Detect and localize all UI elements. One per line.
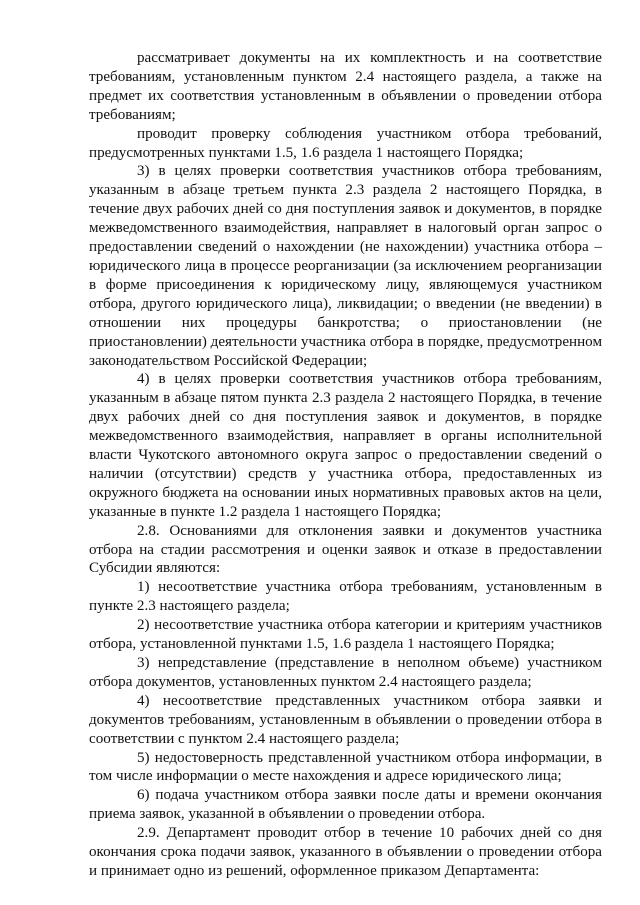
paragraph: 2.8. Основаниями для отклонения заявки и документов участника отбора на стадии рассмотрения и оценки заявок и отказе в предоставлении Субсидии являются:: [89, 522, 602, 577]
paragraph: 4) несоответствие представленных участником отбора заявки и документов требованиям, установленным в объявлении о проведении отбора в соответствии с пунктом 2.4 настоящего раздела;: [89, 692, 602, 747]
paragraph: 5) недостоверность представленной участником отбора информации, в том числе информации о месте нахождения и адресе юридического лица;: [89, 749, 602, 785]
paragraph: 1) несоответствие участника отбора требованиям, установленным в пункте 2.3 настоящего раздела;: [89, 579, 602, 615]
paragraph: проводит проверку соблюдения участником отбора требований, предусмотренных пунктами 1.5, 1.6 раздела 1 настоящего Порядка;: [89, 125, 602, 161]
paragraph: рассматривает документы на их комплектность и на соответствие требованиям, установленным пунктом 2.4 настоящего раздела, а также на предмет их соответствия установленным в объявлении о проведении отбора требованиям;: [89, 50, 602, 123]
paragraph: 3) непредставление (представление в неполном объеме) участником отбора документов, установленных пунктом 2.4 настоящего раздела;: [89, 655, 602, 690]
paragraph: 2) несоответствие участника отбора категории и критериям участников отбора, установленной пунктами 1.5, 1.6 раздела 1 настоящего Порядка;: [89, 617, 602, 653]
paragraph: 6) подача участником отбора заявки после даты и времени окончания приема заявок, указанной в объявлении о проведении отбора.: [89, 787, 602, 823]
paragraph: 4) в целях проверки соответствия участников отбора требованиям, указанным в абзаце пятом пункта 2.3 раздела 2 настоящего Порядка, в течение двух рабочих дней со дня поступления заявок и документов, в порядке межведомственного взаимодействия, направляет в органы исполнительной власти Чукотского автономного округа запрос о предоставлении сведений о наличии (отсутствии) средств у участника отбора, предоставленных из окружного бюджета на основании иных нормативных правовых актов на цели, указанные в пункте 1.2 раздела 1 настоящего Порядка;: [89, 371, 602, 520]
paragraph: 3) в целях проверки соответствия участников отбора требованиям, указанным в абзаце третьем пункта 2.3 раздела 2 настоящего Порядка, в течение двух рабочих дней со дня поступления заявок и документов, в порядке межведомственного взаимодействия, направляет в налоговый орган запрос о предоставлении сведений о нахождении (не нахождении) участника отбора – юридического лица в процессе реорганизации (за исключением реорганизации в форме присоединения к юридическому лицу, являющемуся участником отбора, другого юридического лица), ликвидации; о введении (не введении) в отношении них процедуры банкротства; о приостановлении (не приостановлении) деятельности участника отбора в порядке, предусмотренном законодательством Российской Федерации;: [89, 163, 602, 369]
paragraph: 2.9. Департамент проводит отбор в течение 10 рабочих дней со дня окончания срока подачи заявок, указанного в объявлении о проведении отбора и принимает одно из решений, оформленное приказом Департамента:: [89, 825, 602, 879]
